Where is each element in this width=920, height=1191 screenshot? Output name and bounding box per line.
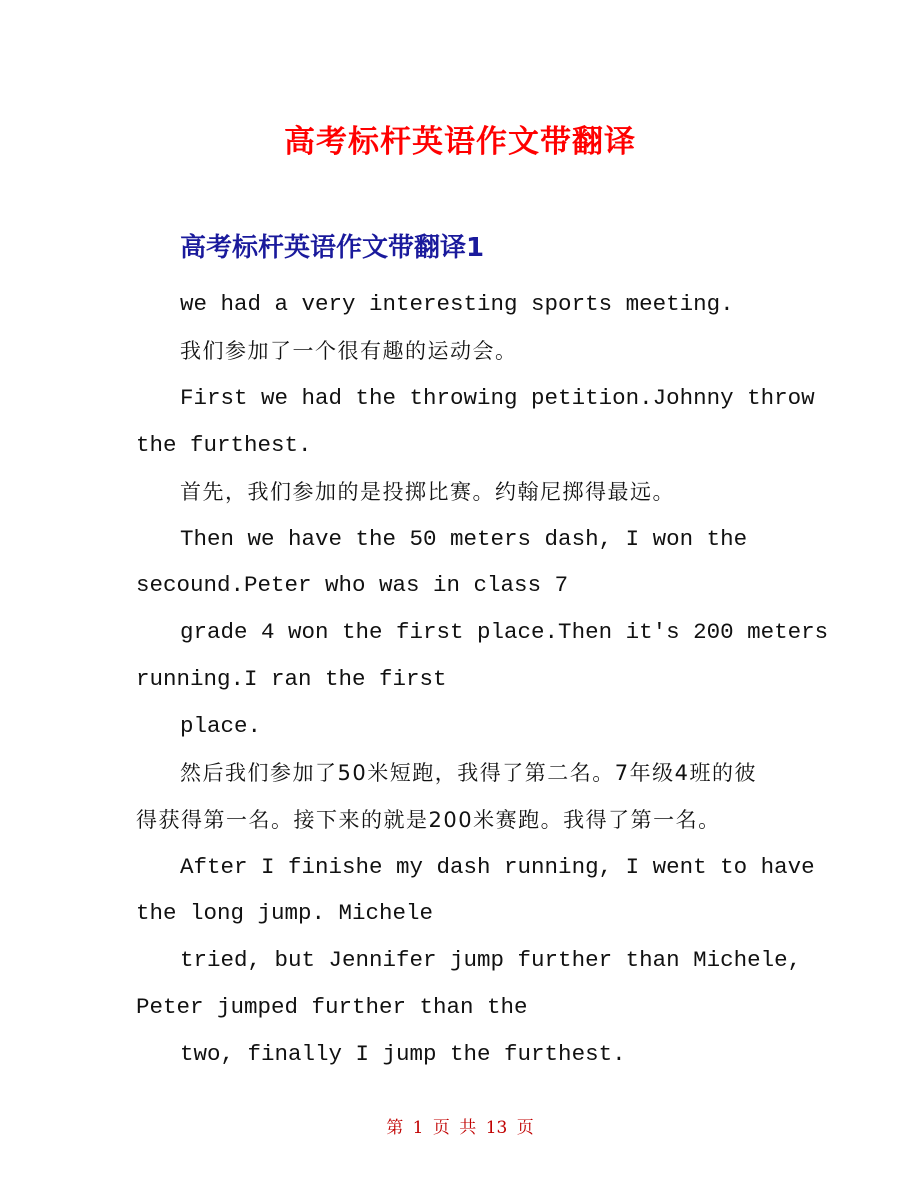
text-line: First we had the throwing petition.Johnny throw xyxy=(180,385,815,411)
text-line: the furthest. xyxy=(136,432,312,458)
text-line: we had a very interesting sports meeting. xyxy=(180,291,734,317)
text-line: the long jump. Michele xyxy=(136,900,434,926)
text-line: tried, but Jennifer jump further than Michele, xyxy=(180,947,802,973)
text-line: After I finishe my dash running, I went to have xyxy=(180,854,815,880)
page-footer: 第 1 页 共 13 页 xyxy=(386,1118,534,1138)
text-line: 我们参加了一个很有趣的运动会。 xyxy=(180,339,518,363)
section-heading: 高考标杆英语作文带翻译1 xyxy=(180,233,485,263)
page-title: 高考标杆英语作文带翻译 xyxy=(284,124,636,160)
text-line: place. xyxy=(180,713,262,739)
text-line: Peter jumped further than the xyxy=(136,994,528,1020)
text-line: 然后我们参加了50米短跑，我得了第二名。7年级4班的彼 xyxy=(180,761,757,785)
text-line: running.I ran the first xyxy=(136,666,447,692)
text-line: 得获得第一名。接下来的就是200米赛跑。我得了第一名。 xyxy=(136,808,721,832)
text-line: grade 4 won the first place.Then it's 200 meters xyxy=(180,619,829,645)
text-line: secound.Peter who was in class 7 xyxy=(136,572,569,598)
text-line: two, finally I jump the furthest. xyxy=(180,1041,626,1067)
text-line: 首先，我们参加的是投掷比赛。约翰尼掷得最远。 xyxy=(180,480,675,504)
text-line: Then we have the 50 meters dash, I won the xyxy=(180,526,748,552)
